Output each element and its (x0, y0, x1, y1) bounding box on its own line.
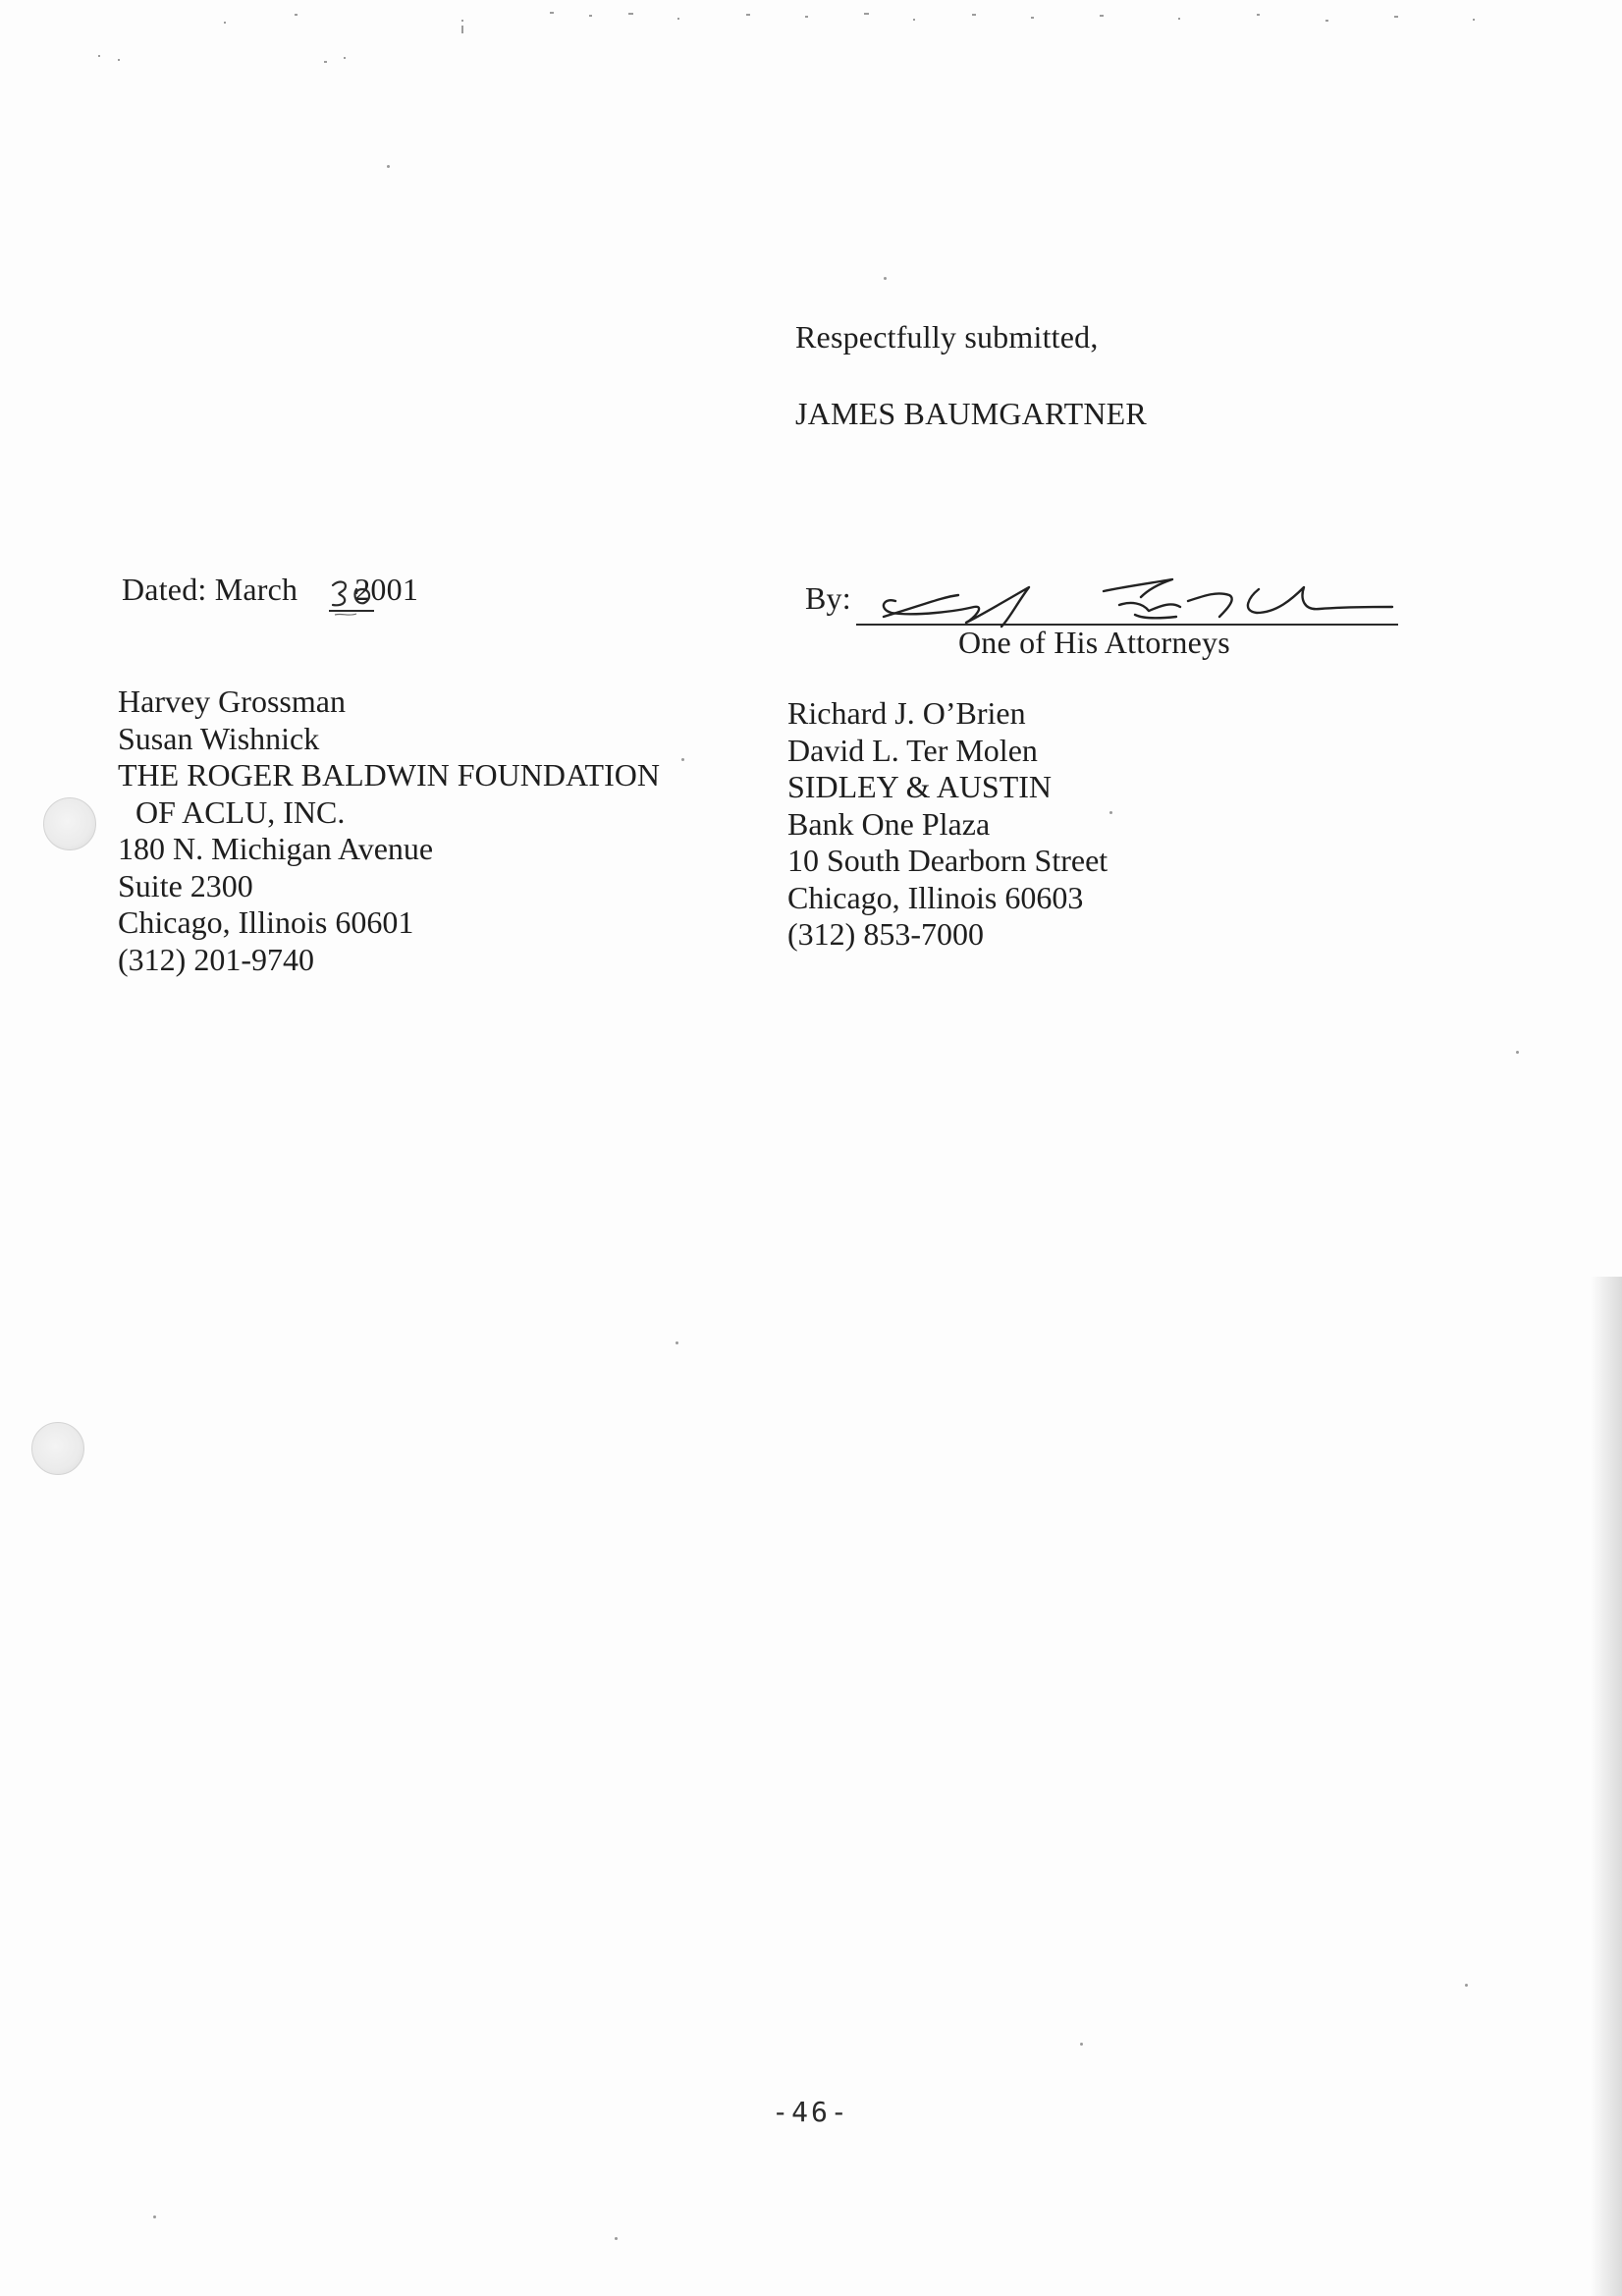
counsel-line: Suite 2300 (118, 867, 253, 903)
counsel-line: 10 South Dearborn Street (787, 843, 1108, 878)
counsel-line: THE ROGER BALDWIN FOUNDATION (118, 757, 660, 793)
scan-speck (1516, 1051, 1519, 1054)
counsel-line: (312) 201-9740 (118, 941, 314, 977)
signature-caption: One of His Attorneys (958, 625, 1230, 660)
date-prefix: Dated: March (122, 572, 298, 607)
counsel-line: SIDLEY & AUSTIN (787, 769, 1053, 804)
scan-edge-shadow (1591, 1277, 1622, 2296)
counsel-line: Harvey Grossman (118, 683, 346, 719)
signature-by-label: By: (805, 580, 851, 616)
closing-salutation: Respectfully submitted, (795, 319, 1099, 355)
right-counsel-block (787, 695, 1108, 954)
scan-speck (676, 1341, 678, 1344)
scan-speck (1080, 2043, 1083, 2046)
punch-hole-upper (43, 797, 96, 850)
counsel-line: Richard J. O’Brien (787, 695, 1026, 731)
left-counsel-block (118, 683, 660, 978)
counsel-line: Susan Wishnick (118, 720, 320, 756)
scan-speck (681, 758, 684, 761)
counsel-line: David L. Ter Molen (787, 732, 1038, 768)
scan-speck (1465, 1984, 1468, 1987)
punch-hole-lower (31, 1422, 84, 1475)
counsel-line: Bank One Plaza (787, 805, 991, 842)
scan-noise-top (0, 0, 1622, 79)
counsel-line: OF ACLU, INC. (135, 793, 346, 830)
counsel-line: 180 N. Michigan Avenue (118, 831, 434, 866)
scan-speck (884, 277, 887, 280)
scan-speck (1109, 811, 1112, 814)
party-name: JAMES BAUMGARTNER (795, 396, 1147, 431)
page-number: -46- (772, 2096, 850, 2128)
scan-speck (153, 2215, 156, 2218)
handwritten-date-day (327, 572, 378, 619)
scan-speck (387, 165, 390, 168)
counsel-line: Chicago, Illinois 60601 (118, 904, 414, 940)
scan-speck (615, 2237, 618, 2240)
counsel-line: (312) 853-7000 (787, 916, 984, 952)
counsel-line: Chicago, Illinois 60603 (787, 879, 1084, 915)
date-year: 2001 (354, 572, 419, 607)
